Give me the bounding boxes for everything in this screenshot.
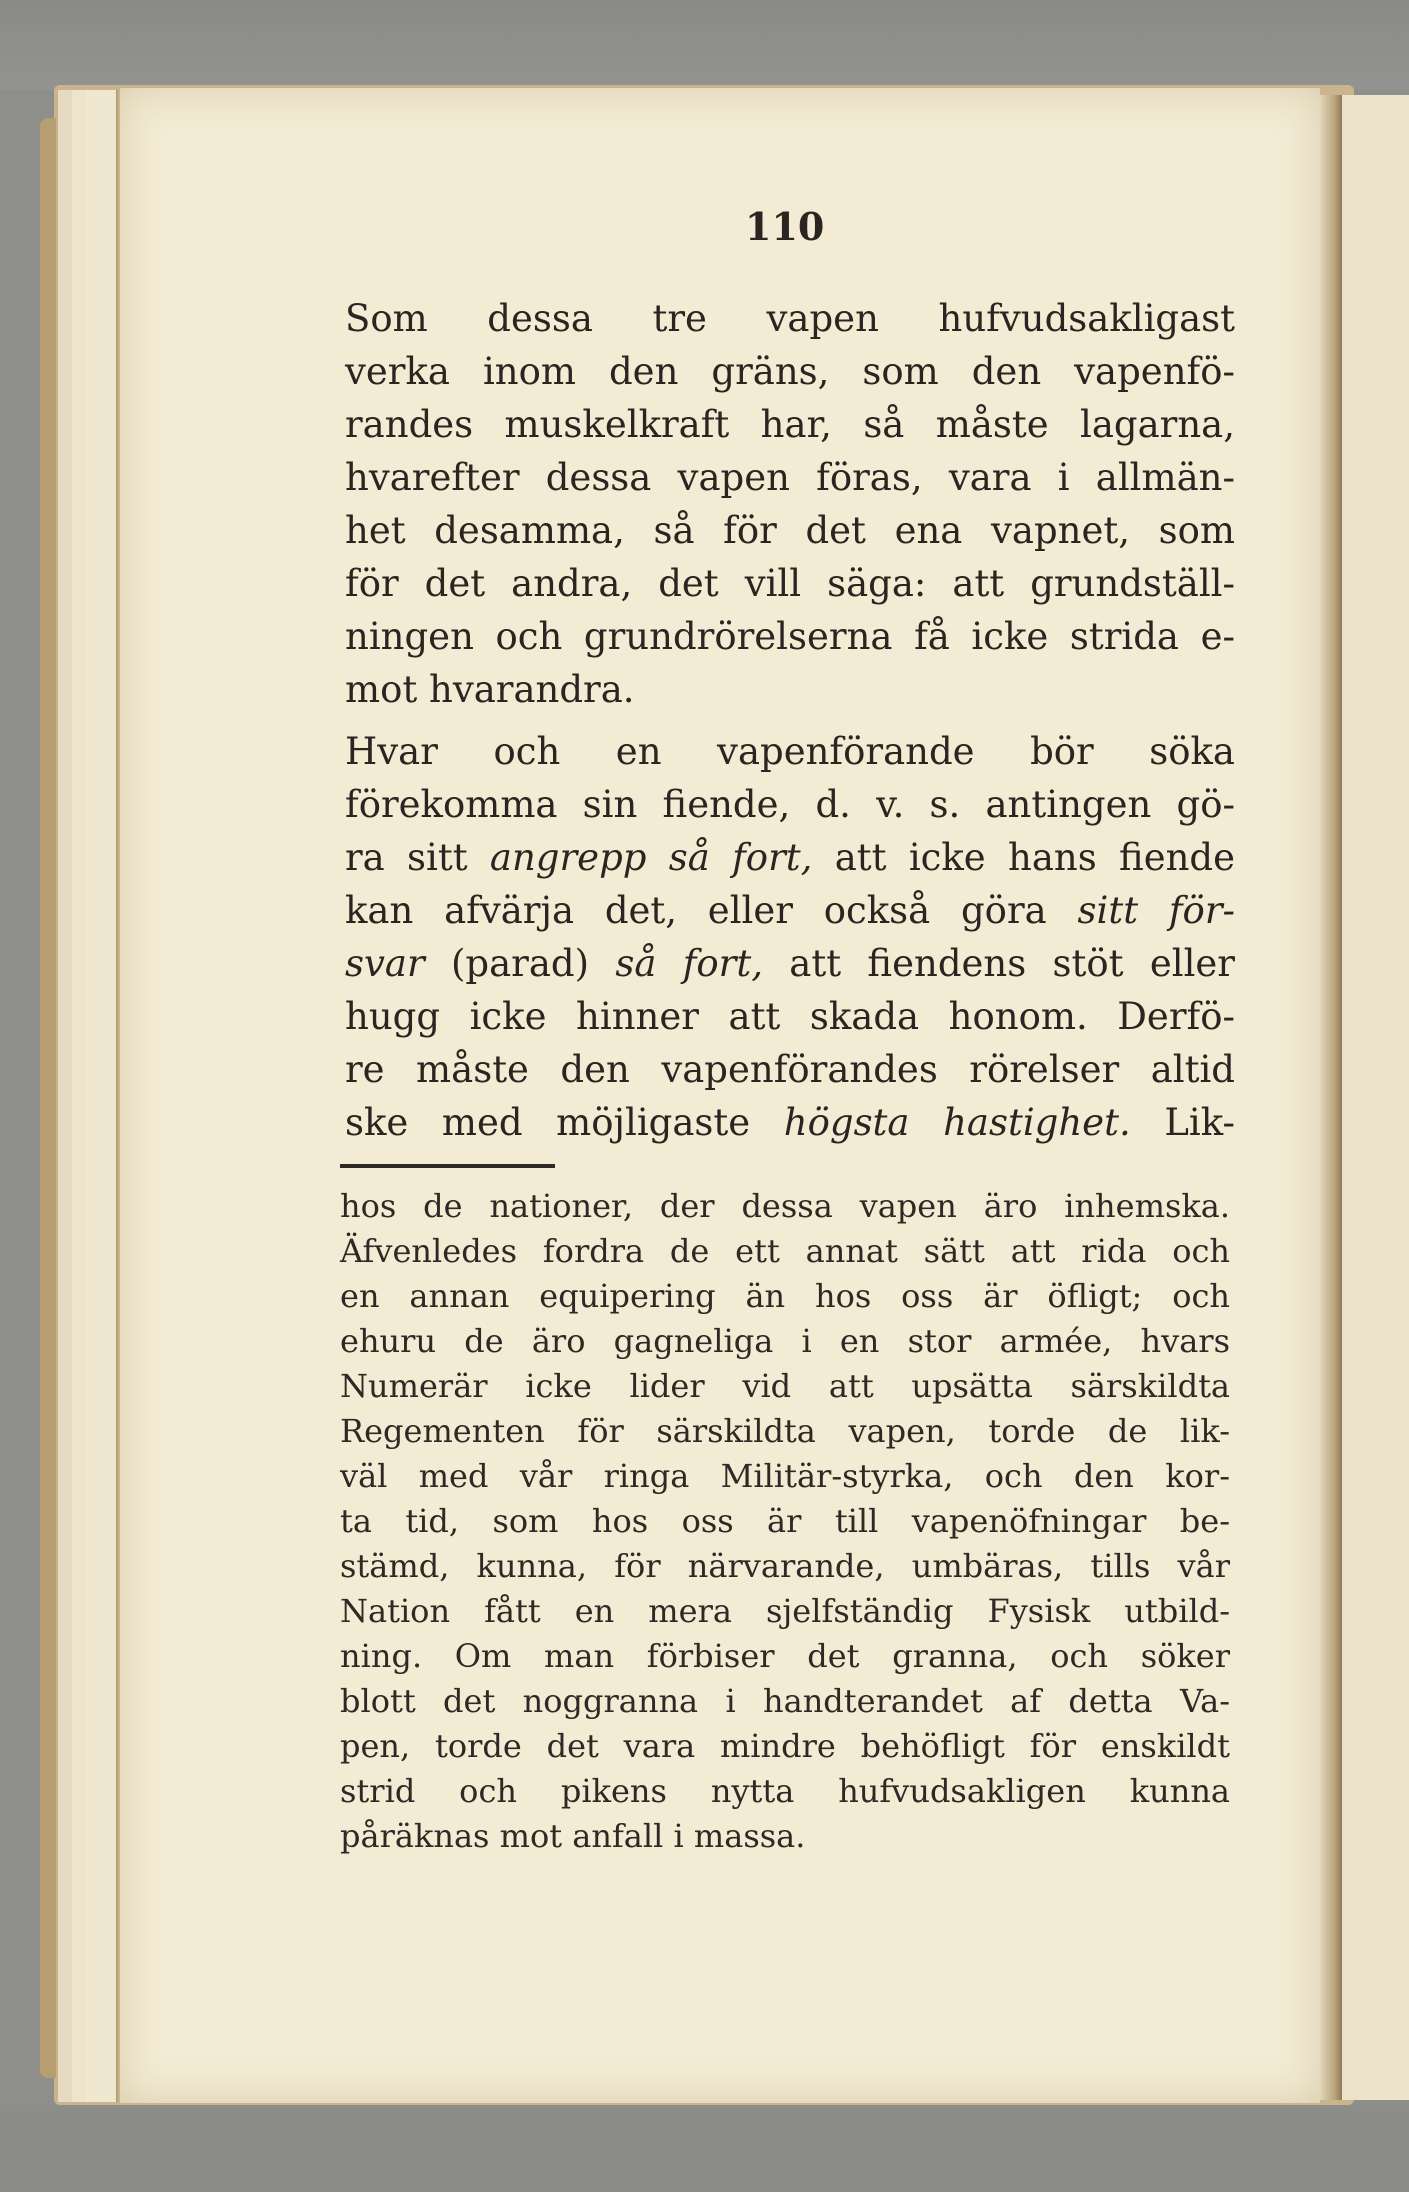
italic-text: angrepp så fort, [489, 836, 813, 879]
text-run: ra sitt [345, 836, 490, 879]
text-line [345, 831, 1235, 884]
text-line: verka inom den gräns, som den vapenfö- [345, 350, 1235, 393]
footnote-divider [340, 1164, 555, 1168]
paragraph-1 [345, 292, 1235, 716]
text-line: ningen och grundrörelserna få icke strida e- [345, 615, 1235, 658]
footnote-line: Regementen för särskildta vapen, torde de lik- [340, 1412, 1230, 1450]
facing-page [1338, 95, 1409, 2100]
text-run: kan afvärja det, eller också göra [345, 889, 1078, 932]
footnote-line: Numerär icke lider vid att upsätta särskildta [340, 1367, 1230, 1405]
italic-text: högsta hastighet. [783, 1101, 1131, 1144]
text-line: förekomma sin fiende, d. v. s. antingen gö- [345, 783, 1235, 826]
footnote-line: stämd, kunna, för närvarande, umbäras, tills vår [340, 1547, 1230, 1585]
footnote-line: Äfvenledes fordra de ett annat sätt att rida och [340, 1232, 1230, 1270]
text-line [345, 884, 1235, 937]
text-run: ske med möjligaste [345, 1101, 784, 1144]
text-run: att fiendens stöt eller [762, 942, 1235, 985]
italic-text: svar [345, 942, 425, 985]
text-line: för det andra, det vill säga: att grundställ- [345, 562, 1235, 605]
text-line: Som dessa tre vapen hufvudsakligast [345, 297, 1235, 340]
text-line: hvarefter dessa vapen föras, vara i allmän- [345, 456, 1235, 499]
scan-background-top [0, 0, 1409, 90]
footnote [340, 1184, 1230, 1859]
text-run: (parad) [424, 942, 616, 985]
book-gutter [1318, 95, 1342, 2100]
footnote-line: ehuru de äro gagneliga i en stor armée, hvars [340, 1322, 1230, 1360]
text-line: het desamma, så för det ena vapnet, som [345, 509, 1235, 552]
text-run: Lik- [1130, 1101, 1235, 1144]
footnote-line: ning. Om man förbiser det granna, och söker [340, 1637, 1230, 1675]
text-run: att icke hans fiende [812, 836, 1235, 879]
text-line [345, 937, 1235, 990]
footnote-line: en annan equipering än hos oss är öfligt; och [340, 1277, 1230, 1315]
text-line: randes muskelkraft har, så måste lagarna, [345, 403, 1235, 446]
footnote-line: påräknas mot anfall i massa. [340, 1817, 806, 1855]
text-line: Hvar och en vapenförande bör söka [345, 730, 1235, 773]
footnote-line: Nation fått en mera sjelfständig Fysisk utbild- [340, 1592, 1230, 1630]
page-number: 110 [745, 204, 825, 249]
book-spine-edge [40, 118, 56, 2078]
italic-text: så fort, [615, 942, 763, 985]
paragraph-2 [345, 725, 1235, 1149]
footnote-line: blott det noggranna i handterandet af detta Va- [340, 1682, 1230, 1720]
text-line [345, 1096, 1235, 1149]
text-line: re måste den vapenförandes rörelser altid [345, 1048, 1235, 1091]
page-leaf-edge [86, 90, 118, 2102]
text-line: mot hvarandra. [345, 668, 635, 711]
scan-background-bottom [0, 2105, 1409, 2192]
text-line: hugg icke hinner att skada honom. Derfö- [345, 995, 1235, 1038]
footnote-line: pen, torde det vara mindre behöfligt för enskildt [340, 1727, 1230, 1765]
italic-text: sitt för- [1077, 889, 1236, 932]
footnote-line: ta tid, som hos oss är till vapenöfningar be- [340, 1502, 1230, 1540]
footnote-line: väl med vår ringa Militär-styrka, och den kor- [340, 1457, 1230, 1495]
footnote-line: hos de nationer, der dessa vapen äro inhemska. [340, 1187, 1230, 1225]
footnote-line: strid och pikens nytta hufvudsakligen kunna [340, 1772, 1230, 1810]
